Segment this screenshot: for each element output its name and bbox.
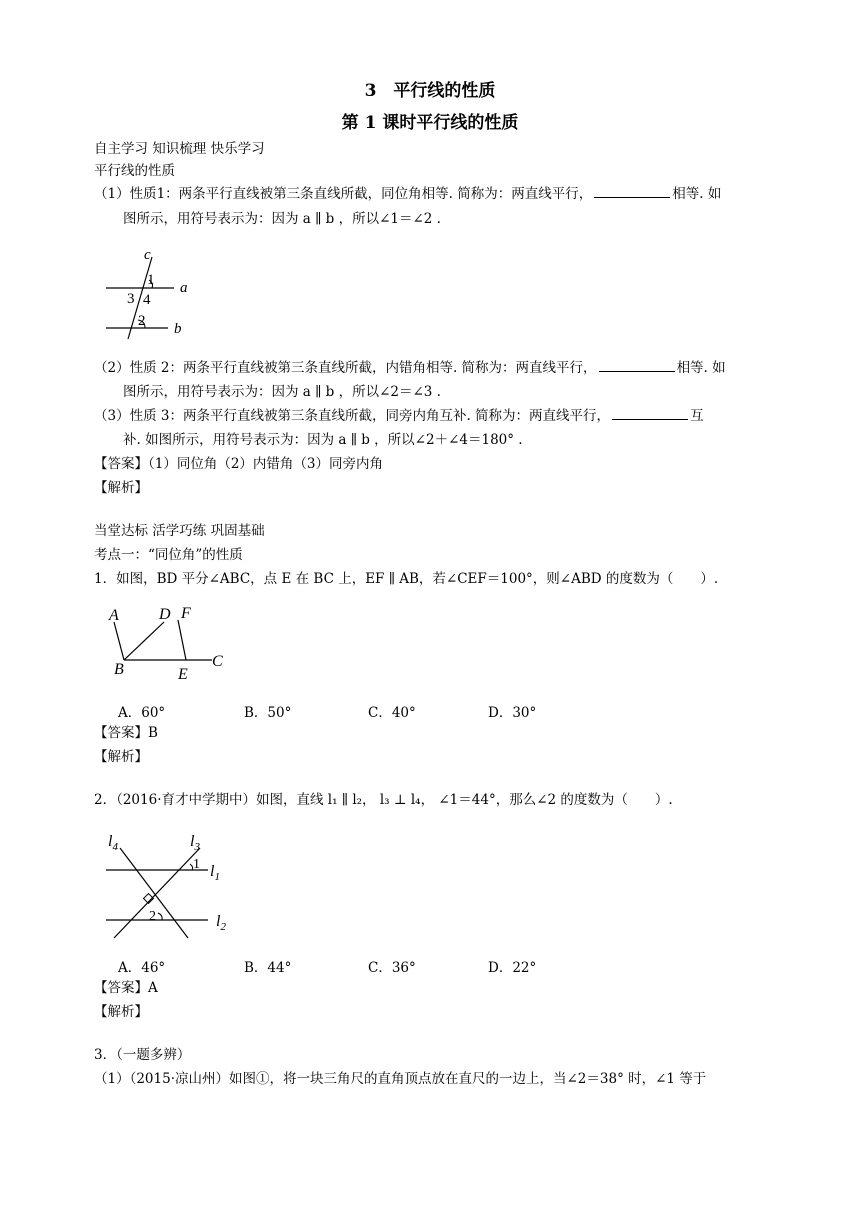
property-3-text: （3）性质 3：两条平行直线被第三条直线所截，同旁内角互补. 简称为：两直线平行， bbox=[94, 408, 611, 424]
section-header: 自主学习 知识梳理 快乐学习 bbox=[94, 141, 265, 157]
q2-analysis: 【解析】 bbox=[94, 1004, 148, 1020]
question-3-sub1: （1）（2015·凉山州）如图①，将一块三角尺的直角顶点放在直尺的一边上，当∠2＝38° 时，∠1 等于 bbox=[94, 1071, 707, 1087]
property-2-line1 bbox=[94, 359, 726, 377]
angle-4-label: 4 bbox=[143, 292, 151, 308]
property-3-tail: 互 bbox=[690, 408, 704, 424]
page-title: 3 平行线的性质 bbox=[364, 81, 496, 101]
q2-option-d: D．22° bbox=[488, 960, 537, 976]
point-F-label: F bbox=[181, 605, 191, 622]
page-subtitle: 第 1 课时平行线的性质 bbox=[341, 113, 519, 133]
property-2-text: （2）性质 2：两条平行直线被第三条直线所截，内错角相等. 简称为：两直线平行， bbox=[94, 360, 597, 376]
answer-blank bbox=[612, 407, 688, 420]
answer-blank bbox=[594, 185, 670, 198]
answer-blank bbox=[599, 359, 675, 372]
q1-option-a: A．60° bbox=[118, 705, 166, 721]
property-1-line1 bbox=[94, 185, 721, 203]
angle-1-label: 1 bbox=[193, 857, 200, 872]
q2-option-c: C．36° bbox=[368, 960, 416, 976]
line-b-label: b bbox=[174, 321, 182, 337]
question-2-figure bbox=[100, 828, 240, 943]
angle-2-label: 2 bbox=[138, 313, 146, 329]
angle-3-label: 3 bbox=[127, 291, 135, 307]
kaodian-heading: 考点一：“同位角”的性质 bbox=[94, 547, 243, 563]
answer-section1: 【答案】（1）同位角（2）内错角（3）同旁内角 bbox=[94, 456, 384, 472]
question-1-figure bbox=[104, 600, 234, 685]
angle-2-label: 2 bbox=[149, 909, 156, 924]
q1-option-b: B．50° bbox=[244, 705, 292, 721]
point-E-label: E bbox=[178, 666, 188, 683]
line-l3-label: $l_3$ bbox=[190, 833, 200, 853]
analysis-section1: 【解析】 bbox=[94, 480, 148, 496]
parallel-lines-figure bbox=[100, 245, 200, 340]
property-1-text: （1）性质1：两条平行直线被第三条直线所截，同位角相等. 简称为：两直线平行， bbox=[94, 186, 593, 202]
line-l1-label: $l_1$ bbox=[210, 863, 220, 883]
q1-option-d: D．30° bbox=[488, 705, 537, 721]
property-2-tail: 相等. 如 bbox=[676, 360, 726, 376]
q2-answer: 【答案】A bbox=[94, 980, 158, 996]
property-2-line2: 图所示，用符号表示为：因为 a ∥ b ，所以∠2＝∠3 . bbox=[123, 384, 441, 400]
point-D-label: D bbox=[159, 606, 171, 623]
q2-option-b: B．44° bbox=[244, 960, 292, 976]
point-C-label: C bbox=[212, 653, 223, 670]
angle-1-label: 1 bbox=[147, 272, 155, 288]
q1-option-c: C．40° bbox=[368, 705, 416, 721]
property-3-line1 bbox=[94, 407, 704, 425]
q2-option-a: A．46° bbox=[118, 960, 166, 976]
line-a-label: a bbox=[180, 280, 188, 296]
line-c-label: c bbox=[144, 247, 151, 263]
q1-answer: 【答案】B bbox=[94, 725, 158, 741]
property-3-line2: 补. 如图所示，用符号表示为：因为 a ∥ b ，所以∠2＋∠4＝180° . bbox=[123, 432, 523, 448]
property-1-tail: 相等. 如 bbox=[672, 186, 722, 202]
section-header-2: 当堂达标 活学巧练 巩固基础 bbox=[94, 523, 265, 539]
question-3-stem: 3．（一题多辨） bbox=[94, 1047, 191, 1063]
q1-analysis: 【解析】 bbox=[94, 749, 148, 765]
point-A-label: A bbox=[109, 607, 119, 624]
question-1-stem: 1．如图，BD 平分∠ABC，点 E 在 BC 上，EF ∥ AB，若∠CEF＝100°，则∠ABD 的度数为（ ）. bbox=[94, 571, 719, 587]
point-B-label: B bbox=[114, 661, 124, 678]
question-2-stem: 2．（2016·育才中学期中）如图，直线 l₁ ∥ l₂， l₃ ⊥ l₄， ∠1＝44°，那么∠2 的度数为（ ）. bbox=[94, 792, 673, 808]
topic-heading: 平行线的性质 bbox=[94, 163, 175, 179]
line-l4-label: $l_4$ bbox=[108, 833, 118, 853]
line-l2-label: $l_2$ bbox=[216, 913, 226, 933]
property-1-line2: 图所示，用符号表示为：因为 a ∥ b ，所以∠1＝∠2 . bbox=[123, 211, 441, 227]
